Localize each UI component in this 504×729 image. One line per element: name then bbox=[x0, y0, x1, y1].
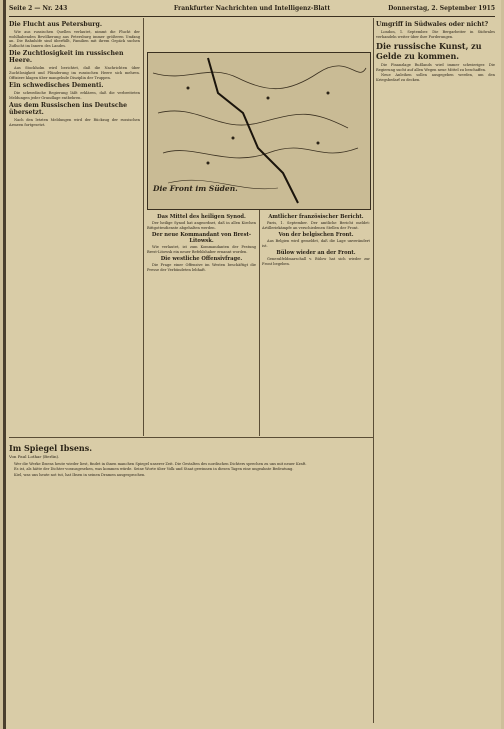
article-text: Wer die Werke Ibsens heute wieder liest, findet in ihnen manchen Spiegel unserer Zeit. Die Gestalten des nordischen Dichters sprechen zu uns mit neuer Kraft. bbox=[14, 461, 307, 466]
headline: Amtlicher französischer Bericht. bbox=[268, 214, 364, 220]
headline: Die Flucht aus Petersburg. bbox=[9, 21, 102, 28]
section-rule bbox=[9, 437, 373, 438]
article-text: London, 1. September. Die Bergarbeiter in Südwales verhandeln weiter über ihre Forderungen. bbox=[376, 30, 495, 39]
column-rule bbox=[373, 18, 374, 723]
page-edge bbox=[3, 0, 6, 729]
map-caption: Die Front im Süden. bbox=[153, 184, 238, 193]
feuilleton-title: Im Spiegel Ibsens. bbox=[9, 443, 93, 453]
headline: Ein schwedisches Dementi. bbox=[9, 82, 104, 90]
article-text: Die Frage einer Offensive im Westen beschäftigt die Presse der Verbündeten lebhaft. bbox=[147, 263, 256, 272]
headline: Bülow wieder an der Front. bbox=[276, 250, 356, 257]
header-center: Frankfurter Nachrichten und Intelligenz-Blatt bbox=[173, 5, 331, 12]
column-2 bbox=[147, 212, 256, 434]
article-text: Neue Anleihen sollen ausgegeben werden, um den Kriegsbedarf zu decken. bbox=[376, 73, 495, 82]
article-text: Nach den letzten Meldungen wird der Rückzug der russischen Armeen fortgesetzt. bbox=[9, 118, 140, 127]
headline: Umgriff in Südwales oder nicht? bbox=[376, 21, 489, 28]
headline: Die russische Kunst, zu Gelde zu kommen. bbox=[376, 41, 482, 62]
article-text: Die Finanzlage Rußlands wird immer schwieriger. Die Regierung sucht auf allen Wegen neue Mittel zu beschaffen. bbox=[376, 63, 495, 72]
headline: Die westliche Offensivfrage. bbox=[160, 256, 243, 263]
article-text: Es ist, als hätte der Dichter vorausgesehen, was kommen würde. Seine Worte über Volk und Staat gewinnen in diesen Tagen eine ungeahnte Bedeutung. bbox=[14, 467, 294, 472]
column-rule bbox=[259, 210, 260, 436]
header-rule bbox=[9, 16, 495, 17]
article-text: Aus Belgien wird gemeldet, daß die Lage unverändert ist. bbox=[262, 239, 370, 248]
headline: Von der belgischen Front. bbox=[278, 232, 354, 239]
article-text: Paris, 1. September. Der amtliche Bericht meldet: Artilleriekämpfe an verschiedenen Stellen der Front. bbox=[262, 221, 370, 230]
feuilleton-author: Von Paul Lothar (Berlin). bbox=[9, 454, 60, 459]
headline: Das Mittel des heiligen Synod. bbox=[157, 214, 246, 220]
article-text: Der heilige Synod hat angeordnet, daß in allen Kirchen Bittgottesdienste abgehalten werden. bbox=[147, 221, 256, 230]
column-4 bbox=[376, 19, 495, 721]
column-rule bbox=[143, 18, 144, 436]
article-text: Kiel, was uns heute not tut, hat Ibsen in seinen Dramen ausgesprochen. bbox=[14, 472, 146, 477]
article-text: Generalfeldmarschall v. Bülow hat sich wieder zur Front begeben. bbox=[262, 257, 370, 266]
header-right: Donnerstag, 2. September 1915 bbox=[388, 5, 495, 12]
headline: Der neue Kommandant von Brest-Litowsk. bbox=[151, 232, 252, 245]
article-text: Wie verlautet, ist zum Kommandanten der Festung Brest-Litowsk ein neuer Befehlshaber ernannt worden. bbox=[147, 245, 256, 254]
newspaper-page bbox=[3, 0, 501, 729]
column-1 bbox=[9, 19, 140, 434]
article-text: Die schwedische Regierung läßt erklären, daß die verbreiteten Meldungen jeder Grundlage entbehren. bbox=[9, 91, 140, 100]
article-text: Aus Stockholm wird berichtet, daß die Nachrichten über Zuchtlosigkeit und Plünderung im russischen Heere sich mehren. Offiziere klagen über mangelnde Disziplin der Truppen. bbox=[9, 66, 140, 80]
headline: Die Zuchtlosigkeit im russischen Heere. bbox=[9, 50, 124, 65]
header-left: Seite 2 — Nr. 243 bbox=[9, 5, 68, 12]
article-text: Wie aus russischen Quellen verlautet, nimmt die Flucht der wohlhabenden Bevölkerung aus Petersburg immer größeren Umfang an. Die Bahnhöfe sind überfüllt, Familien mit ihrem Gepäck suchen Zuflucht im Innern des Landes. bbox=[9, 30, 140, 48]
column-3 bbox=[262, 212, 370, 434]
headline: Aus dem Russischen ins Deutsche übersetzt. bbox=[9, 102, 128, 117]
page-header bbox=[9, 3, 495, 15]
feuilleton bbox=[9, 441, 370, 723]
